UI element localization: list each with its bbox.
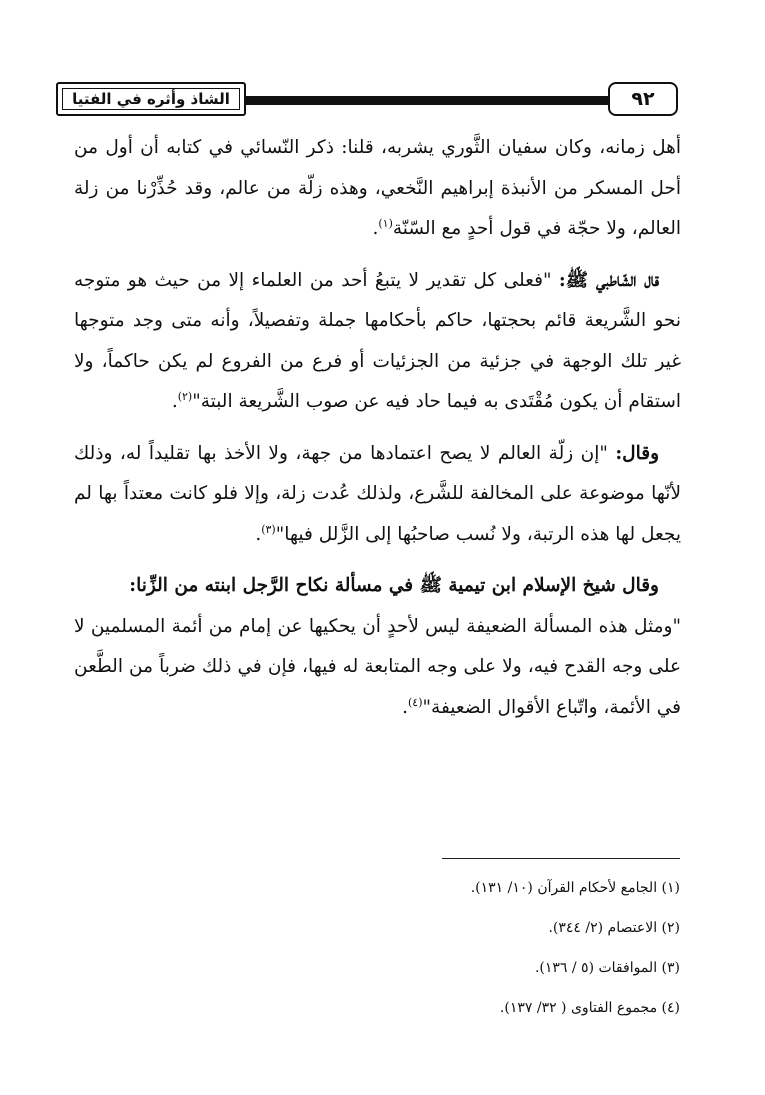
footnote-ref-3: (٣) [261,522,276,536]
qala-lead: وقال: [615,442,659,464]
shatibi-lead: قال الشّاطبي ﷺ: [558,269,659,291]
paragraph-2-end: . [171,391,178,412]
footnote-ref-2: (٢) [177,389,193,403]
header-rule [246,96,608,105]
footnote-ref-1: (١) [378,216,393,230]
main-text [74,128,681,739]
footnote-separator [442,858,680,859]
footnote-4: (٤) مجموع الفتاوى ( ٣٢/ ١٣٧). [499,1000,680,1016]
ibn-taymiyya-lead: وقال شيخ الإسلام ابن تيمية ﷺ في مسألة نكاح الرَّجل ابنته من الزِّنا: [129,575,659,596]
qala-quote: "إن زلّة العالم لا يصح اعتمادها من جهة، ولا الأخذ بها تقليداً له، وذلك لأنّها موضوعة على المخالفة للشَّرع، ولذلك عُدت زلة، وإلا فلو كانت معتداً بها لم يجعل لها هذه الرتبة، ولا نُسب صاحبُها إلى الزَّلل فيها" [74,442,681,545]
paragraph-3-end: . [255,523,262,545]
footnote-ref-4: (٤) [408,695,423,709]
book-title: الشاذ وأثره في الفتيا [72,90,230,108]
footnote-2: (٢) الاعتصام (٢/ ٣٤٤). [548,920,680,936]
paragraph-1-text: أهل زمانه، وكان سفيان الثَّوري يشربه، قلنا: ذكر النّسائي في كتابه أن أول من أحل المسكر من الأنبذة إبراهيم النَّخعي، وهذه زلّة من عالم، وقد حُذِّرْنا من زلة العالم، ولا حجّة في قول أحدٍ مع السّنّة [74,137,681,239]
page-number: ٩٢ [608,82,678,116]
paragraph-1 [74,128,681,250]
footnotes [300,868,680,1028]
paragraph-1-end: . [372,218,379,239]
book-title-frame [56,82,246,116]
paragraph-shatibi [74,261,681,423]
shatibi-quote: "فعلى كل تقدير لا يتبعُ أحد من العلماء إلا من حيث هو متوجه نحو الشَّريعة قائم بحجتها، حاكم بأحكامها جملة وتفصيلاً، وأنه متى وجد متوجها غير تلك الوجهة في جزئية من الجزئيات أو فرع من الفروع لم يكن حاكماً، ولا استقام أن يكون مُقْتَدى به فيما حاد فيه عن صوب الشَّريعة البتة" [74,269,681,412]
footnote-3: (٣) الموافقات (٥ / ١٣٦). [534,960,680,976]
paragraph-qala [74,434,681,556]
paragraph-ibn-taymiyya-heading [74,566,681,607]
footnote-1: (١) الجامع لأحكام القرآن (١٠/ ١٣١). [470,880,680,896]
paragraph-ibn-taymiyya-quote [74,607,681,729]
paragraph-5-end: . [402,696,408,718]
running-header [56,82,678,126]
ibn-taymiyya-quote: "ومثل هذه المسألة الضعيفة ليس لأحدٍ أن يحكيها عن إمام من أئمة المسلمين لا على وجه القدح فيه، ولا على وجه المتابعة له فيها، فإن في ذلك ضرباً من الطَّعن في الأئمة، واتّباع الأقوال الضعيفة" [74,615,681,718]
